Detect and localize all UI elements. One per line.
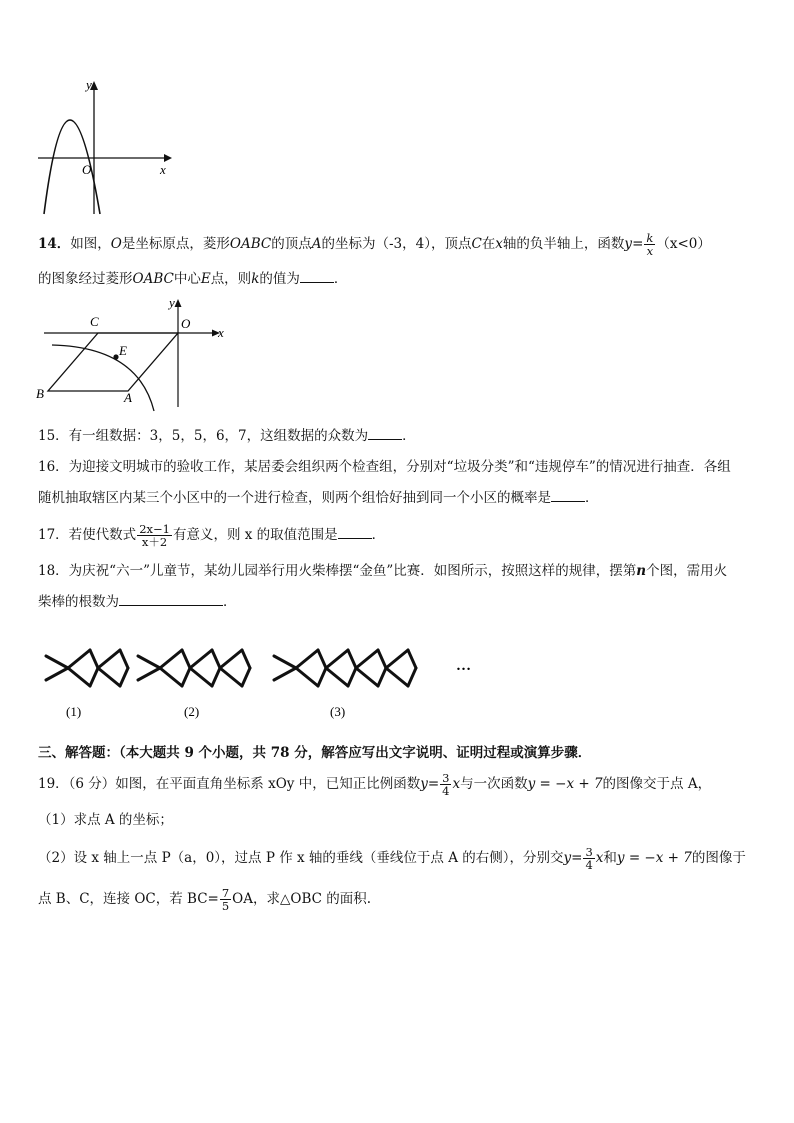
answer-blank (338, 526, 372, 539)
parabola-figure (30, 78, 180, 218)
linear-function: y = −x + 7 (616, 850, 692, 866)
matchstick (408, 650, 416, 668)
matchstick (182, 650, 190, 668)
var-O: O (110, 236, 122, 252)
q18-line2 (38, 592, 237, 612)
period: ． (371, 527, 386, 543)
matchstick (378, 650, 386, 668)
var-OABC: OABC (132, 271, 174, 287)
text: 点 B、C，连接 OC，若 BC= (38, 891, 219, 907)
matchstick (386, 650, 408, 668)
label-A: A (124, 390, 132, 405)
var-x: x (595, 850, 604, 866)
var-x: x (452, 776, 461, 792)
algebraic-fraction (137, 523, 172, 548)
denominator: x＋2 (141, 535, 168, 549)
label-y: y (169, 295, 175, 310)
point-E (113, 354, 118, 359)
denominator: x (646, 244, 654, 258)
q19-part2-line1 (38, 846, 746, 871)
seven-fifths-fraction (220, 887, 231, 912)
q19-stem (38, 772, 711, 797)
q14-line1 (38, 232, 711, 257)
text: 的图象经过菱形 (38, 271, 133, 287)
numerator: k (646, 231, 654, 245)
matchstick (408, 668, 416, 686)
label-1: (1) (66, 704, 82, 719)
fish-shapes (46, 650, 416, 686)
label-B: B (36, 386, 44, 401)
var-x: x (495, 236, 503, 252)
matchstick (242, 650, 250, 668)
text: （1）求点 A 的坐标； (38, 812, 173, 828)
matchstick (68, 668, 90, 686)
text: 随机抽取辖区内某三个小区中的一个进行检查，则两个组恰好抽到同一个小区的概率是 (38, 490, 551, 506)
k-over-x-fraction (644, 232, 655, 257)
equals: = (632, 236, 644, 252)
matchstick (212, 650, 220, 668)
label-x: x (218, 325, 224, 340)
text: 16．为迎接文明城市的验收工作，某居委会组织两个检查组，分别对“垃圾分类”和“违规停车”的情况进行抽查．各组 (38, 459, 731, 475)
text: 如图， (70, 236, 111, 252)
x-axis-arrow (164, 154, 172, 162)
text: 三、解答题：（本大题共 9 个小题，共 78 分，解答应写出文字说明、证明过程或演算步骤． (38, 745, 592, 761)
matchstick (386, 668, 408, 686)
linear-function: y = −x + 7 (527, 776, 603, 792)
matchstick (326, 650, 348, 668)
rhombus-figure (30, 295, 240, 415)
text: 个图，需用火 (646, 563, 728, 579)
matchstick (220, 668, 242, 686)
label-C: C (90, 314, 99, 329)
matchstick (212, 668, 220, 686)
label-2: (2) (184, 704, 200, 719)
rhombus-OABC (48, 333, 178, 391)
text: 17．若使代数式 (38, 527, 137, 543)
period: ． (333, 271, 348, 287)
text: 15．有一组数据：3，5，5，6，7，这组数据的众数为 (38, 428, 369, 444)
label-E: E (119, 343, 127, 358)
matchstick (274, 656, 296, 668)
equals: = (571, 850, 583, 866)
section3-title (38, 743, 591, 763)
text: 有意义，则 x 的取值范围是 (172, 527, 338, 543)
matchstick (138, 656, 160, 668)
matchstick (318, 650, 326, 668)
origin-label: O (82, 162, 92, 177)
q17 (38, 523, 385, 548)
matchstick (120, 668, 128, 686)
text: 的坐标为（-3，4），顶点 (321, 236, 472, 252)
period: ． (402, 428, 416, 444)
numerator: 3 (585, 845, 593, 859)
text: 和 (603, 850, 617, 866)
numerator: 3 (442, 771, 450, 785)
var-n: n (636, 563, 647, 579)
var-k: k (251, 271, 260, 287)
q15 (38, 426, 416, 446)
matchstick (326, 668, 348, 686)
matchstick (242, 668, 250, 686)
matchstick (356, 668, 378, 686)
answer-blank (119, 593, 223, 606)
matchstick (318, 668, 326, 686)
text: 的值为 (259, 271, 300, 287)
parabola-curve (44, 120, 100, 214)
text: 点，则 (210, 271, 252, 287)
matchstick (348, 650, 356, 668)
text: 与一次函数 (460, 776, 528, 792)
matchstick (138, 668, 160, 680)
hyperbola-curve (52, 345, 154, 411)
var-y: y (563, 850, 572, 866)
matchstick (160, 668, 182, 686)
denominator: 4 (442, 784, 450, 798)
label-O: O (181, 316, 191, 331)
condition: （x<0） (656, 236, 711, 252)
text: 在 (481, 236, 496, 252)
numerator: 7 (221, 886, 230, 900)
var-OABC: OABC (229, 236, 272, 252)
q14-number: 14． (38, 236, 71, 252)
denominator: 4 (585, 858, 593, 872)
y-label: y (86, 78, 92, 92)
text: OA，求△OBC 的面积. (232, 891, 372, 907)
answer-blank (300, 270, 334, 283)
matchstick (182, 668, 190, 686)
text: 19．（6 分）如图，在平面直角坐标系 xOy 中，已知正比例函数 (38, 776, 421, 792)
period: ． (585, 490, 599, 506)
three-quarters-fraction (583, 846, 594, 871)
text: （2）设 x 轴上一点 P（a，0），过点 P 作 x 轴的垂线（垂线位于点 A 的右侧），分别交 (38, 850, 564, 866)
q16-line2 (38, 488, 599, 508)
answer-blank (368, 427, 402, 440)
matchstick-fish-figure (30, 638, 490, 728)
answer-blank (551, 489, 585, 502)
matchstick (348, 668, 356, 686)
matchstick (296, 650, 318, 668)
x-label: x (160, 162, 166, 177)
equals: = (427, 776, 440, 792)
q14-line2 (38, 269, 347, 289)
q16-line1 (38, 457, 731, 477)
q18-line1 (38, 561, 727, 581)
matchstick (90, 668, 98, 686)
matchstick (160, 650, 182, 668)
var-y: y (420, 776, 428, 792)
matchstick (68, 650, 90, 668)
matchstick (296, 668, 318, 686)
q19-part1 (38, 810, 173, 830)
ellipsis: … (456, 658, 471, 674)
text: 是坐标原点，菱形 (121, 236, 230, 252)
three-quarters-fraction (440, 772, 451, 797)
matchstick (120, 650, 128, 668)
text: 的图像交于点 A， (602, 776, 712, 792)
denominator: 5 (221, 899, 230, 913)
matchstick (98, 650, 120, 668)
matchstick (98, 668, 120, 686)
y-axis-arrow (175, 299, 182, 307)
text: 的顶点 (271, 236, 312, 252)
matchstick (274, 668, 296, 680)
var-y: y (624, 236, 633, 252)
matchstick (190, 650, 212, 668)
var-C: C (471, 236, 482, 252)
label-3: (3) (330, 704, 346, 719)
q19-part2-line2 (38, 887, 371, 912)
var-A: A (311, 236, 322, 252)
text: 中心 (173, 271, 201, 287)
matchstick (378, 668, 386, 686)
text: 的图像于 (691, 850, 746, 866)
matchstick (46, 656, 68, 668)
text: 柴棒的根数为 (38, 594, 119, 610)
text: 轴的负半轴上，函数 (502, 236, 625, 252)
matchstick (356, 650, 378, 668)
matchstick (46, 668, 68, 680)
var-E: E (200, 271, 211, 287)
matchstick (220, 650, 242, 668)
text: 18．为庆祝“六一”儿童节，某幼儿园举行用火柴棒摆“金鱼”比赛．如图所示，按照这样的规律，摆第 (38, 563, 637, 579)
matchstick (190, 668, 212, 686)
period: ． (223, 594, 237, 610)
numerator: 2x−1 (139, 522, 170, 536)
matchstick (90, 650, 98, 668)
